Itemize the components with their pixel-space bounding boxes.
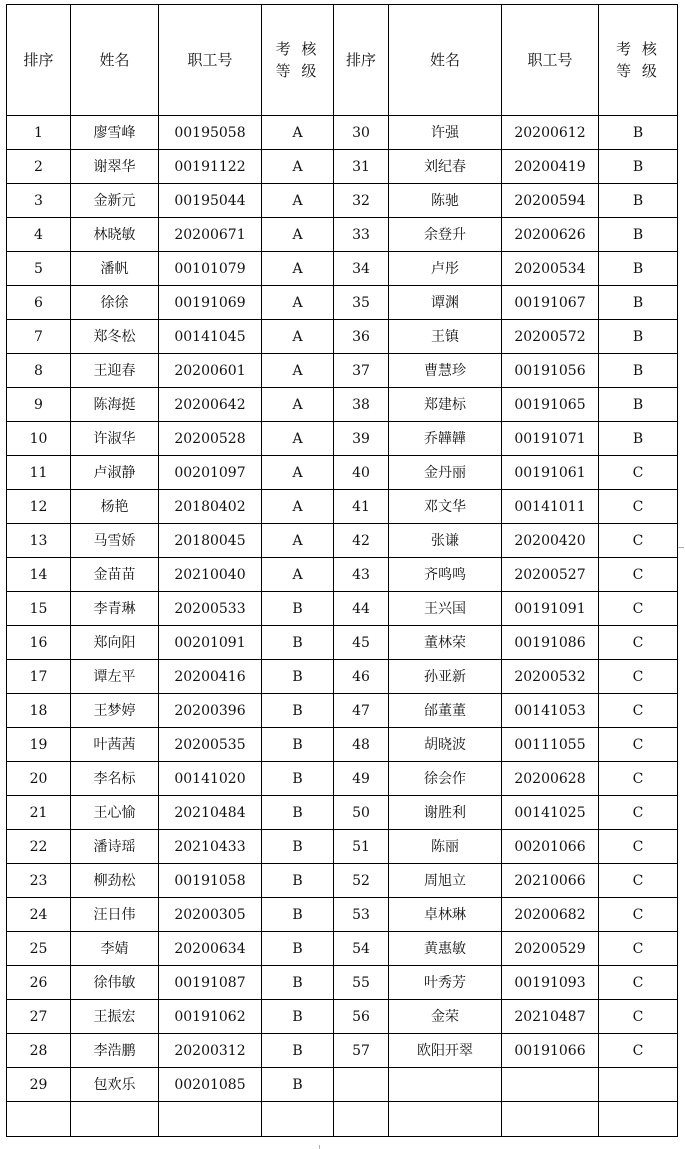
table-row — [7, 116, 678, 150]
right-rank-cell: 39 — [334, 422, 389, 456]
table-row — [7, 388, 678, 422]
right-staff-id-cell: 20200529 — [502, 932, 599, 966]
right-rank-cell: 40 — [334, 456, 389, 490]
header-grade-line1: 考 核 — [616, 40, 660, 58]
left-rank-cell: 24 — [7, 898, 71, 932]
header-name-left: 姓名 — [71, 5, 159, 116]
table-row — [7, 354, 678, 388]
right-staff-id-cell: 20210487 — [502, 1000, 599, 1034]
right-name-cell: 徐会作 — [389, 762, 502, 796]
right-staff-id-cell: 00141053 — [502, 694, 599, 728]
right-name-cell: 卓林琳 — [389, 898, 502, 932]
left-name-cell: 叶茜茜 — [71, 728, 159, 762]
right-rank-cell: 31 — [334, 150, 389, 184]
header-name-right: 姓名 — [389, 5, 502, 116]
right-name-cell: 金荣 — [389, 1000, 502, 1034]
table-row — [7, 184, 678, 218]
table-row — [7, 932, 678, 966]
left-staff-id-cell: 00101079 — [159, 252, 262, 286]
right-name-cell: 卢彤 — [389, 252, 502, 286]
right-rank-cell: 35 — [334, 286, 389, 320]
left-grade-cell: B — [262, 626, 334, 660]
right-grade-cell: C — [599, 1034, 678, 1068]
right-name-cell: 王兴国 — [389, 592, 502, 626]
right-grade-cell: C — [599, 796, 678, 830]
left-name-cell: 潘帆 — [71, 252, 159, 286]
header-rank-left: 排序 — [7, 5, 71, 116]
left-name-cell: 郑向阳 — [71, 626, 159, 660]
right-grade-cell: C — [599, 966, 678, 1000]
right-staff-id-cell: 00141025 — [502, 796, 599, 830]
table-row — [7, 796, 678, 830]
left-name-cell: 谭左平 — [71, 660, 159, 694]
left-rank-cell: 6 — [7, 286, 71, 320]
right-rank-cell: 46 — [334, 660, 389, 694]
left-staff-id-cell: 00191087 — [159, 966, 262, 1000]
left-name-cell: 李浩鹏 — [71, 1034, 159, 1068]
left-grade-cell: B — [262, 1000, 334, 1034]
left-staff-id-cell: 20200642 — [159, 388, 262, 422]
table-row — [7, 966, 678, 1000]
right-staff-id-cell: 20210066 — [502, 864, 599, 898]
right-name-cell: 胡晓波 — [389, 728, 502, 762]
table-row — [7, 422, 678, 456]
right-staff-id-cell — [502, 1102, 599, 1137]
right-staff-id-cell: 00191091 — [502, 592, 599, 626]
left-grade-cell: A — [262, 252, 334, 286]
right-rank-cell: 30 — [334, 116, 389, 150]
right-staff-id-cell: 00191086 — [502, 626, 599, 660]
table-row — [7, 864, 678, 898]
right-name-cell: 谢胜利 — [389, 796, 502, 830]
right-staff-id-cell: 00191067 — [502, 286, 599, 320]
left-name-cell: 包欢乐 — [71, 1068, 159, 1102]
right-rank-cell: 41 — [334, 490, 389, 524]
right-name-cell: 陈丽 — [389, 830, 502, 864]
right-name-cell: 周旭立 — [389, 864, 502, 898]
right-name-cell: 邓文华 — [389, 490, 502, 524]
left-name-cell: 金苗苗 — [71, 558, 159, 592]
left-staff-id-cell: 20200312 — [159, 1034, 262, 1068]
assessment-table — [6, 4, 678, 1137]
right-grade-cell: C — [599, 864, 678, 898]
right-staff-id-cell: 00111055 — [502, 728, 599, 762]
left-grade-cell: B — [262, 694, 334, 728]
table-row — [7, 898, 678, 932]
table-row — [7, 218, 678, 252]
right-staff-id-cell: 00141011 — [502, 490, 599, 524]
table-row — [7, 660, 678, 694]
left-name-cell: 王振宏 — [71, 1000, 159, 1034]
left-staff-id-cell: 00201085 — [159, 1068, 262, 1102]
left-grade-cell — [262, 1102, 334, 1137]
right-rank-cell: 37 — [334, 354, 389, 388]
right-staff-id-cell: 20200594 — [502, 184, 599, 218]
left-grade-cell: A — [262, 354, 334, 388]
left-staff-id-cell: 20200416 — [159, 660, 262, 694]
right-grade-cell: B — [599, 388, 678, 422]
right-grade-cell: B — [599, 354, 678, 388]
right-staff-id-cell: 00191061 — [502, 456, 599, 490]
left-grade-cell: A — [262, 286, 334, 320]
table-row — [7, 320, 678, 354]
right-staff-id-cell: 20200612 — [502, 116, 599, 150]
right-name-cell: 黄惠敏 — [389, 932, 502, 966]
right-staff-id-cell: 20200532 — [502, 660, 599, 694]
right-staff-id-cell: 00191093 — [502, 966, 599, 1000]
right-rank-cell: 32 — [334, 184, 389, 218]
right-rank-cell — [334, 1102, 389, 1137]
left-staff-id-cell: 20200601 — [159, 354, 262, 388]
right-name-cell: 曹慧珍 — [389, 354, 502, 388]
left-rank-cell: 9 — [7, 388, 71, 422]
left-rank-cell: 14 — [7, 558, 71, 592]
left-name-cell: 王梦婷 — [71, 694, 159, 728]
left-rank-cell: 5 — [7, 252, 71, 286]
left-grade-cell: B — [262, 728, 334, 762]
right-grade-cell: C — [599, 932, 678, 966]
left-name-cell: 王迎春 — [71, 354, 159, 388]
table-row — [7, 456, 678, 490]
left-rank-cell: 2 — [7, 150, 71, 184]
header-grade-line2: 等 级 — [275, 62, 320, 80]
left-name-cell: 潘诗瑶 — [71, 830, 159, 864]
left-staff-id-cell: 00191069 — [159, 286, 262, 320]
table-row — [7, 558, 678, 592]
left-grade-cell: B — [262, 1034, 334, 1068]
left-rank-cell: 15 — [7, 592, 71, 626]
right-rank-cell: 51 — [334, 830, 389, 864]
table-row — [7, 694, 678, 728]
left-rank-cell: 3 — [7, 184, 71, 218]
right-rank-cell: 49 — [334, 762, 389, 796]
left-grade-cell: B — [262, 660, 334, 694]
right-name-cell: 王镇 — [389, 320, 502, 354]
right-staff-id-cell: 00191066 — [502, 1034, 599, 1068]
right-staff-id-cell: 20200534 — [502, 252, 599, 286]
left-name-cell: 柳劲松 — [71, 864, 159, 898]
left-staff-id-cell: 20200634 — [159, 932, 262, 966]
right-grade-cell: C — [599, 898, 678, 932]
left-rank-cell: 7 — [7, 320, 71, 354]
right-staff-id-cell: 20200527 — [502, 558, 599, 592]
right-grade-cell — [599, 1102, 678, 1137]
right-grade-cell: C — [599, 762, 678, 796]
right-grade-cell: C — [599, 524, 678, 558]
left-staff-id-cell: 20180045 — [159, 524, 262, 558]
left-name-cell: 徐伟敏 — [71, 966, 159, 1000]
left-rank-cell: 1 — [7, 116, 71, 150]
right-staff-id-cell: 20200682 — [502, 898, 599, 932]
left-staff-id-cell: 00191058 — [159, 864, 262, 898]
left-grade-cell: B — [262, 796, 334, 830]
right-grade-cell: C — [599, 1000, 678, 1034]
right-name-cell: 陈驰 — [389, 184, 502, 218]
left-name-cell: 马雪娇 — [71, 524, 159, 558]
right-rank-cell: 38 — [334, 388, 389, 422]
right-name-cell: 金丹丽 — [389, 456, 502, 490]
left-staff-id-cell: 00141020 — [159, 762, 262, 796]
right-name-cell: 叶秀芳 — [389, 966, 502, 1000]
left-rank-cell: 27 — [7, 1000, 71, 1034]
right-grade-cell: C — [599, 490, 678, 524]
right-rank-cell: 57 — [334, 1034, 389, 1068]
table-row — [7, 524, 678, 558]
right-name-cell: 刘纪春 — [389, 150, 502, 184]
left-grade-cell: A — [262, 150, 334, 184]
right-name-cell: 乔韡韡 — [389, 422, 502, 456]
table-row — [7, 728, 678, 762]
right-staff-id-cell: 20200628 — [502, 762, 599, 796]
left-name-cell: 谢翠华 — [71, 150, 159, 184]
right-grade-cell: B — [599, 116, 678, 150]
right-rank-cell: 34 — [334, 252, 389, 286]
left-staff-id-cell: 00195044 — [159, 184, 262, 218]
left-grade-cell: A — [262, 456, 334, 490]
right-grade-cell: B — [599, 218, 678, 252]
right-rank-cell: 50 — [334, 796, 389, 830]
scan-mark-right — [678, 547, 684, 548]
left-name-cell: 汪日伟 — [71, 898, 159, 932]
right-rank-cell: 33 — [334, 218, 389, 252]
left-grade-cell: B — [262, 932, 334, 966]
left-grade-cell: B — [262, 1068, 334, 1102]
header-grade-right — [599, 5, 678, 116]
right-name-cell: 董林荣 — [389, 626, 502, 660]
right-name-cell — [389, 1102, 502, 1137]
left-name-cell: 廖雪峰 — [71, 116, 159, 150]
left-grade-cell: B — [262, 592, 334, 626]
left-rank-cell: 4 — [7, 218, 71, 252]
left-rank-cell: 13 — [7, 524, 71, 558]
left-name-cell: 陈海挺 — [71, 388, 159, 422]
right-grade-cell: C — [599, 456, 678, 490]
right-rank-cell: 42 — [334, 524, 389, 558]
right-rank-cell: 52 — [334, 864, 389, 898]
right-staff-id-cell: 00191065 — [502, 388, 599, 422]
right-rank-cell: 44 — [334, 592, 389, 626]
left-rank-cell: 16 — [7, 626, 71, 660]
left-name-cell: 李婧 — [71, 932, 159, 966]
table-row — [7, 286, 678, 320]
left-grade-cell: B — [262, 830, 334, 864]
right-name-cell: 齐鸣鸣 — [389, 558, 502, 592]
left-staff-id-cell: 20210433 — [159, 830, 262, 864]
left-name-cell: 林晓敏 — [71, 218, 159, 252]
left-grade-cell: A — [262, 184, 334, 218]
right-staff-id-cell: 20200420 — [502, 524, 599, 558]
header-rank-right: 排序 — [334, 5, 389, 116]
right-staff-id-cell — [502, 1068, 599, 1102]
right-grade-cell: C — [599, 558, 678, 592]
left-grade-cell: B — [262, 762, 334, 796]
table-row — [7, 626, 678, 660]
left-rank-cell: 29 — [7, 1068, 71, 1102]
left-grade-cell: A — [262, 218, 334, 252]
right-grade-cell: B — [599, 150, 678, 184]
left-rank-cell: 23 — [7, 864, 71, 898]
right-grade-cell: C — [599, 830, 678, 864]
header-row — [7, 5, 678, 116]
left-grade-cell: A — [262, 422, 334, 456]
left-grade-cell: A — [262, 524, 334, 558]
right-grade-cell: C — [599, 626, 678, 660]
scan-mark-bottom — [319, 1145, 320, 1149]
left-staff-id-cell: 00141045 — [159, 320, 262, 354]
left-name-cell: 徐徐 — [71, 286, 159, 320]
right-staff-id-cell: 00201066 — [502, 830, 599, 864]
right-staff-id-cell: 20200572 — [502, 320, 599, 354]
left-staff-id-cell: 00191062 — [159, 1000, 262, 1034]
header-grade-line2: 等 级 — [616, 62, 660, 80]
left-name-cell: 卢淑静 — [71, 456, 159, 490]
right-name-cell: 郑建标 — [389, 388, 502, 422]
table-row — [7, 150, 678, 184]
right-name-cell: 张谦 — [389, 524, 502, 558]
table-row — [7, 490, 678, 524]
right-grade-cell: B — [599, 286, 678, 320]
right-name-cell: 邰董董 — [389, 694, 502, 728]
left-name-cell: 杨艳 — [71, 490, 159, 524]
header-grade-left — [262, 5, 334, 116]
table-row — [7, 762, 678, 796]
left-rank-cell: 12 — [7, 490, 71, 524]
left-staff-id-cell: 00191122 — [159, 150, 262, 184]
right-staff-id-cell: 20200419 — [502, 150, 599, 184]
header-staff-id-right: 职工号 — [502, 5, 599, 116]
table-row — [7, 1000, 678, 1034]
left-staff-id-cell: 00195058 — [159, 116, 262, 150]
right-rank-cell: 53 — [334, 898, 389, 932]
left-staff-id-cell: 00201091 — [159, 626, 262, 660]
left-rank-cell: 21 — [7, 796, 71, 830]
right-staff-id-cell: 20200626 — [502, 218, 599, 252]
left-staff-id-cell: 20200305 — [159, 898, 262, 932]
left-staff-id-cell: 20200533 — [159, 592, 262, 626]
left-staff-id-cell: 20180402 — [159, 490, 262, 524]
table-row — [7, 1034, 678, 1068]
left-staff-id-cell — [159, 1102, 262, 1137]
right-staff-id-cell: 00191071 — [502, 422, 599, 456]
left-name-cell: 王心愉 — [71, 796, 159, 830]
left-name-cell: 许淑华 — [71, 422, 159, 456]
right-grade-cell: C — [599, 660, 678, 694]
right-rank-cell: 48 — [334, 728, 389, 762]
header-grade-line1: 考 核 — [275, 40, 320, 58]
left-rank-cell: 11 — [7, 456, 71, 490]
right-name-cell: 余登升 — [389, 218, 502, 252]
left-rank-cell: 19 — [7, 728, 71, 762]
table-row — [7, 1102, 678, 1137]
left-grade-cell: A — [262, 490, 334, 524]
left-staff-id-cell: 00201097 — [159, 456, 262, 490]
right-grade-cell: C — [599, 592, 678, 626]
table-row — [7, 1068, 678, 1102]
right-name-cell — [389, 1068, 502, 1102]
right-rank-cell: 45 — [334, 626, 389, 660]
left-rank-cell: 20 — [7, 762, 71, 796]
left-name-cell — [71, 1102, 159, 1137]
table-row — [7, 592, 678, 626]
left-grade-cell: A — [262, 116, 334, 150]
right-staff-id-cell: 00191056 — [502, 354, 599, 388]
left-staff-id-cell: 20200535 — [159, 728, 262, 762]
left-rank-cell: 22 — [7, 830, 71, 864]
left-rank-cell: 10 — [7, 422, 71, 456]
left-staff-id-cell: 20210040 — [159, 558, 262, 592]
left-staff-id-cell: 20200671 — [159, 218, 262, 252]
right-name-cell: 谭渊 — [389, 286, 502, 320]
left-staff-id-cell: 20200396 — [159, 694, 262, 728]
left-rank-cell: 25 — [7, 932, 71, 966]
right-name-cell: 孙亚新 — [389, 660, 502, 694]
right-rank-cell: 47 — [334, 694, 389, 728]
left-grade-cell: B — [262, 898, 334, 932]
right-grade-cell: B — [599, 252, 678, 286]
left-staff-id-cell: 20200528 — [159, 422, 262, 456]
right-rank-cell: 54 — [334, 932, 389, 966]
left-grade-cell: A — [262, 320, 334, 354]
right-rank-cell: 36 — [334, 320, 389, 354]
right-rank-cell: 43 — [334, 558, 389, 592]
left-name-cell: 郑冬松 — [71, 320, 159, 354]
left-rank-cell: 18 — [7, 694, 71, 728]
right-rank-cell: 56 — [334, 1000, 389, 1034]
left-rank-cell: 17 — [7, 660, 71, 694]
left-rank-cell: 28 — [7, 1034, 71, 1068]
left-grade-cell: A — [262, 558, 334, 592]
right-rank-cell: 55 — [334, 966, 389, 1000]
left-name-cell: 金新元 — [71, 184, 159, 218]
left-grade-cell: B — [262, 864, 334, 898]
right-grade-cell: B — [599, 184, 678, 218]
table-row — [7, 830, 678, 864]
left-grade-cell: A — [262, 388, 334, 422]
header-staff-id-left: 职工号 — [159, 5, 262, 116]
table-row — [7, 252, 678, 286]
left-grade-cell: B — [262, 966, 334, 1000]
left-staff-id-cell: 20210484 — [159, 796, 262, 830]
right-rank-cell — [334, 1068, 389, 1102]
left-name-cell: 李名标 — [71, 762, 159, 796]
right-grade-cell: B — [599, 422, 678, 456]
left-rank-cell: 8 — [7, 354, 71, 388]
right-grade-cell — [599, 1068, 678, 1102]
right-grade-cell: C — [599, 728, 678, 762]
right-grade-cell: C — [599, 694, 678, 728]
left-name-cell: 李青琳 — [71, 592, 159, 626]
right-name-cell: 许强 — [389, 116, 502, 150]
right-name-cell: 欧阳开翠 — [389, 1034, 502, 1068]
right-grade-cell: B — [599, 320, 678, 354]
left-rank-cell: 26 — [7, 966, 71, 1000]
left-rank-cell — [7, 1102, 71, 1137]
